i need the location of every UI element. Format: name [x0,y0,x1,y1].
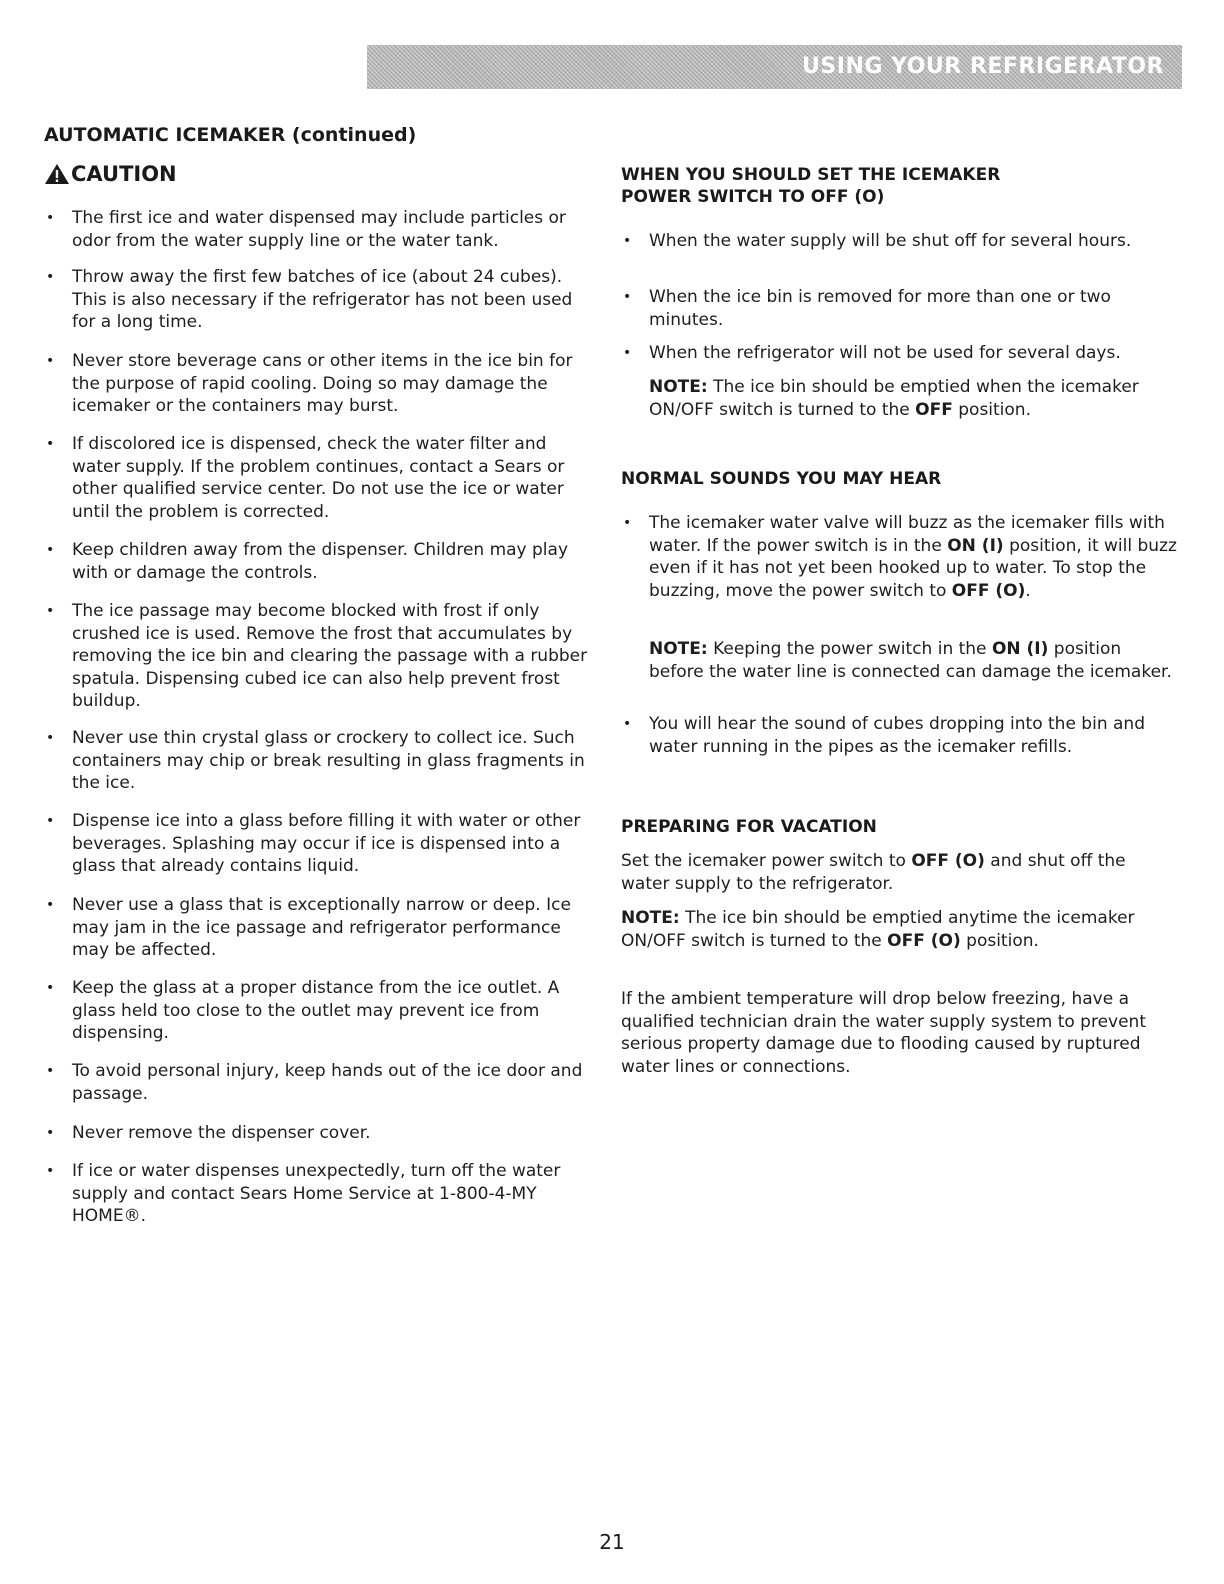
list-item: • The first ice and water dispensed may include particles or odor from the water supply line or the water tank. [44,207,594,252]
page-number: 21 [599,1530,625,1554]
vacation-heading: PREPARING FOR VACATION [621,817,877,837]
list-item: • The icemaker water valve will buzz as the icemaker fills with water. If the power switch is in the ON (I) position, it will buzz even if it has not yet been hooked up to water. To stop the buzzing, move the power switch to OFF (O). [621,512,1181,602]
off-note [649,376,1181,421]
list-item: • To avoid personal injury, keep hands out of the ice door and passage. [44,1060,594,1105]
banner-title: USING YOUR REFRIGERATOR [802,54,1164,79]
list-item: • Throw away the first few batches of ice (about 24 cubes). This is also necessary if the refrigerator has not been used for a long time. [44,266,594,334]
list-item: • If discolored ice is dispensed, check the water filter and water supply. If the problem continues, contact a Sears or other qualified service center. Do not use the ice or water until the problem is corrected. [44,433,594,523]
note-label: NOTE: [649,639,708,659]
off-heading-line-1: WHEN YOU SHOULD SET THE ICEMAKER [621,165,1001,185]
list-item: • When the water supply will be shut off for several hours. [621,230,1181,253]
list-item: • Dispense ice into a glass before filling it with water or other beverages. Splashing may occur if ice is dispensed into a glass that already contains liquid. [44,810,594,878]
warning-icon [44,163,70,185]
vacation-paragraph-3: If the ambient temperature will drop below freezing, have a qualified technician drain the water supply system to prevent serious property damage due to flooding caused by ruptured water lines or connections. [621,989,1146,1077]
sounds-heading: NORMAL SOUNDS YOU MAY HEAR [621,469,942,489]
vacation-paragraph-1: Set the icemaker power switch to OFF (O) and shut off the water supply to the refrigerator. [621,851,1126,894]
list-item: • Never store beverage cans or other items in the ice bin for the purpose of rapid cooling. Doing so may damage the icemaker or the containers may burst. [44,350,594,418]
note-bold: OFF [915,399,953,420]
list-item: • Never use thin crystal glass or crockery to collect ice. Such containers may chip or break resulting in glass fragments in the ice. [44,727,594,795]
list-item: • When the ice bin is removed for more than one or two minutes. [621,286,1181,331]
list-item: • You will hear the sound of cubes dropping into the bin and water running in the pipes as the icemaker refills. [621,713,1181,758]
list-item: • Keep the glass at a proper distance from the ice outlet. A glass held too close to the outlet may prevent ice from dispensing. [44,977,594,1045]
vacation-note: NOTE: The ice bin should be emptied anytime the icemaker ON/OFF switch is turned to the OFF (O) position. [621,908,1135,951]
list-item: • Never remove the dispenser cover. [44,1122,594,1145]
list-item: • Keep children away from the dispenser. Children may play with or damage the controls. [44,539,594,584]
section-heading: AUTOMATIC ICEMAKER (continued) [44,124,417,146]
caution-label: CAUTION [71,162,177,186]
list-item: • When the refrigerator will not be used for several days. [621,342,1181,365]
note-text-end: position. [952,399,1031,420]
note-label: NOTE: [649,377,708,397]
off-heading-line-2: POWER SWITCH TO OFF (O) [621,187,885,207]
note-label: NOTE: [621,908,680,928]
list-item: • If ice or water dispenses unexpectedly, turn off the water supply and contact Sears Home Service at 1-800-4-MY HOME®. [44,1160,594,1228]
section-banner [367,45,1182,89]
sounds-note: NOTE: Keeping the power switch in the ON (I) position before the water line is connected can damage the icemaker. [649,639,1172,682]
note-text: The ice bin should be emptied when the icemaker ON/OFF switch is turned to the [649,377,1139,420]
list-item: • The ice passage may become blocked with frost if only crushed ice is used. Remove the frost that accumulates by removing the ice bin and clearing the passage with a rubber spatula. Dispensing cubed ice can also help prevent frost buildup. [44,600,594,713]
list-item: • Never use a glass that is exceptionally narrow or deep. Ice may jam in the ice passage and refrigerator performance may be affected. [44,894,594,962]
caution-heading [44,162,177,186]
